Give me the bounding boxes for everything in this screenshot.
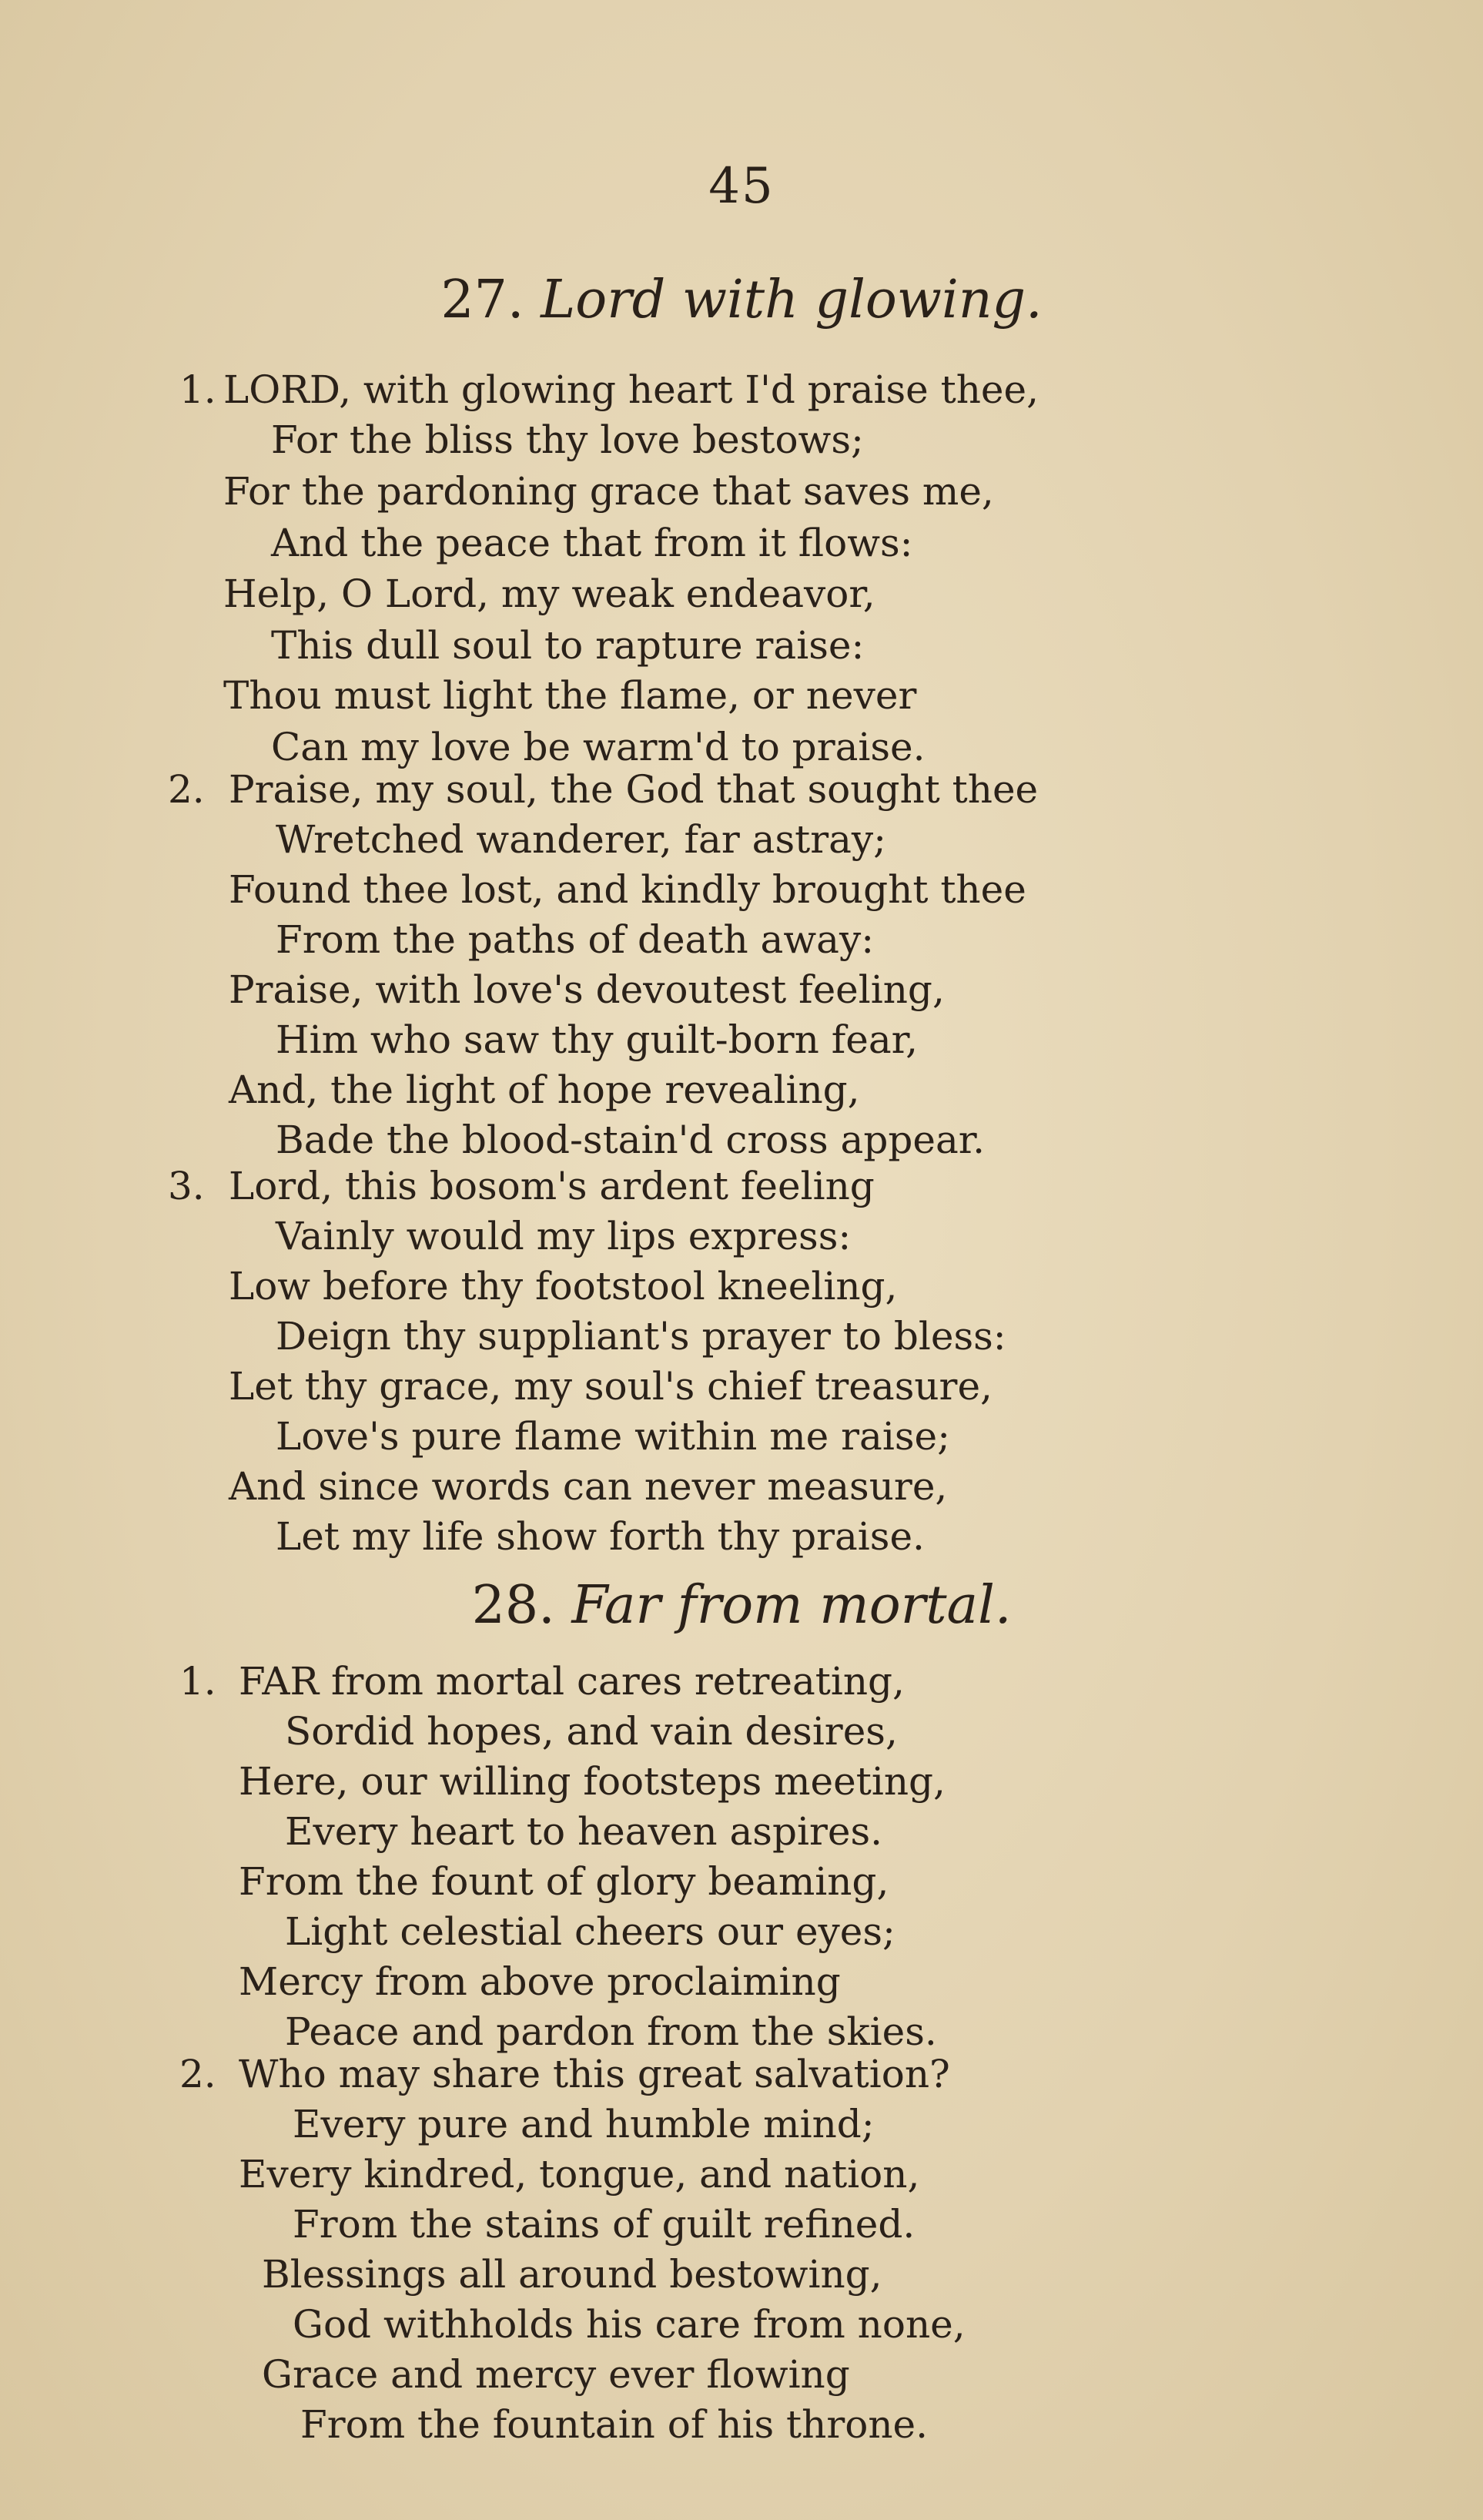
- verse-line: And, the light of hope revealing,: [229, 1067, 860, 1112]
- hymn-title: [0, 270, 1483, 330]
- verse-line: Help, O Lord, my weak endeavor,: [223, 571, 875, 616]
- stanza-number: 3.: [168, 1164, 205, 1208]
- verse-line: Light celestial cheers our eyes;: [285, 1909, 895, 1954]
- stanza-number: 1.: [179, 1659, 216, 1704]
- stanza-number: 2.: [179, 2052, 216, 2096]
- hymn-number: 27.: [440, 270, 524, 330]
- verse-line: Vainly would my lips express:: [276, 1214, 852, 1258]
- verse-line: Lord, this bosom's ardent feeling: [229, 1164, 875, 1208]
- stanza-number: 1.: [179, 367, 216, 412]
- page-number: 45: [708, 158, 775, 215]
- verse-line: Love's pure flame within me raise;: [276, 1414, 950, 1459]
- verse-line: Deign thy suppliant's prayer to bless:: [276, 1314, 1006, 1359]
- verse-line: Here, our willing footsteps meeting,: [239, 1759, 946, 1804]
- verse-line: God withholds his care from none,: [293, 2302, 966, 2347]
- verse-line: Wretched wanderer, far astray;: [276, 817, 886, 862]
- verse-line: Every kindred, tongue, and nation,: [239, 2152, 920, 2197]
- verse-line: Sordid hopes, and vain desires,: [285, 1709, 898, 1754]
- verse-line: LORD, with glowing heart I'd praise thee,: [223, 367, 1039, 412]
- verse-line: From the paths of death away:: [276, 917, 875, 962]
- stanza-number: 2.: [168, 767, 205, 812]
- verse-line: Who may share this great salvation?: [239, 2052, 950, 2096]
- hymn-title-text: Lord with glowing.: [541, 270, 1043, 330]
- verse-line: Praise, my soul, the God that sought thee: [229, 767, 1039, 812]
- verse-line: Low before thy footstool kneeling,: [229, 1264, 898, 1309]
- hymn-title: [0, 1575, 1483, 1636]
- verse-line: Thou must light the flame, or never: [223, 673, 917, 718]
- verse-line: Grace and mercy ever flowing: [262, 2352, 850, 2397]
- verse-line: From the stains of guilt refined.: [293, 2202, 916, 2247]
- verse-line: This dull soul to rapture raise:: [271, 623, 865, 668]
- verse-line: From the fountain of his throne.: [300, 2402, 929, 2447]
- verse-line: For the bliss thy love bestows;: [271, 417, 864, 462]
- verse-line: Let my life show forth thy praise.: [276, 1514, 925, 1559]
- verse-line: Praise, with love's devoutest feeling,: [229, 967, 945, 1012]
- verse-line: And the peace that from it flows:: [271, 521, 913, 565]
- verse-line: For the pardoning grace that saves me,: [223, 469, 994, 514]
- verse-line: Can my love be warm'd to praise.: [271, 725, 926, 769]
- verse-line: Peace and pardon from the skies.: [285, 2009, 937, 2054]
- verse-line: FAR from mortal cares retreating,: [239, 1659, 905, 1704]
- verse-line: Every pure and humble mind;: [293, 2102, 875, 2146]
- verse-line: And since words can never measure,: [229, 1464, 948, 1509]
- verse-line: Blessings all around bestowing,: [262, 2252, 882, 2297]
- hymn-title-text: Far from mortal.: [571, 1575, 1012, 1636]
- verse-line: Mercy from above proclaiming: [239, 1959, 841, 2004]
- verse-line: Bade the blood-stain'd cross appear.: [276, 1118, 986, 1162]
- verse-line: Him who saw thy guilt-born fear,: [276, 1017, 918, 1062]
- verse-line: Every heart to heaven aspires.: [285, 1809, 883, 1854]
- hymn-number: 28.: [471, 1575, 555, 1636]
- verse-line: Let thy grace, my soul's chief treasure,: [229, 1364, 993, 1409]
- verse-line: Found thee lost, and kindly brought thee: [229, 867, 1026, 912]
- verse-line: From the fount of glory beaming,: [239, 1859, 889, 1904]
